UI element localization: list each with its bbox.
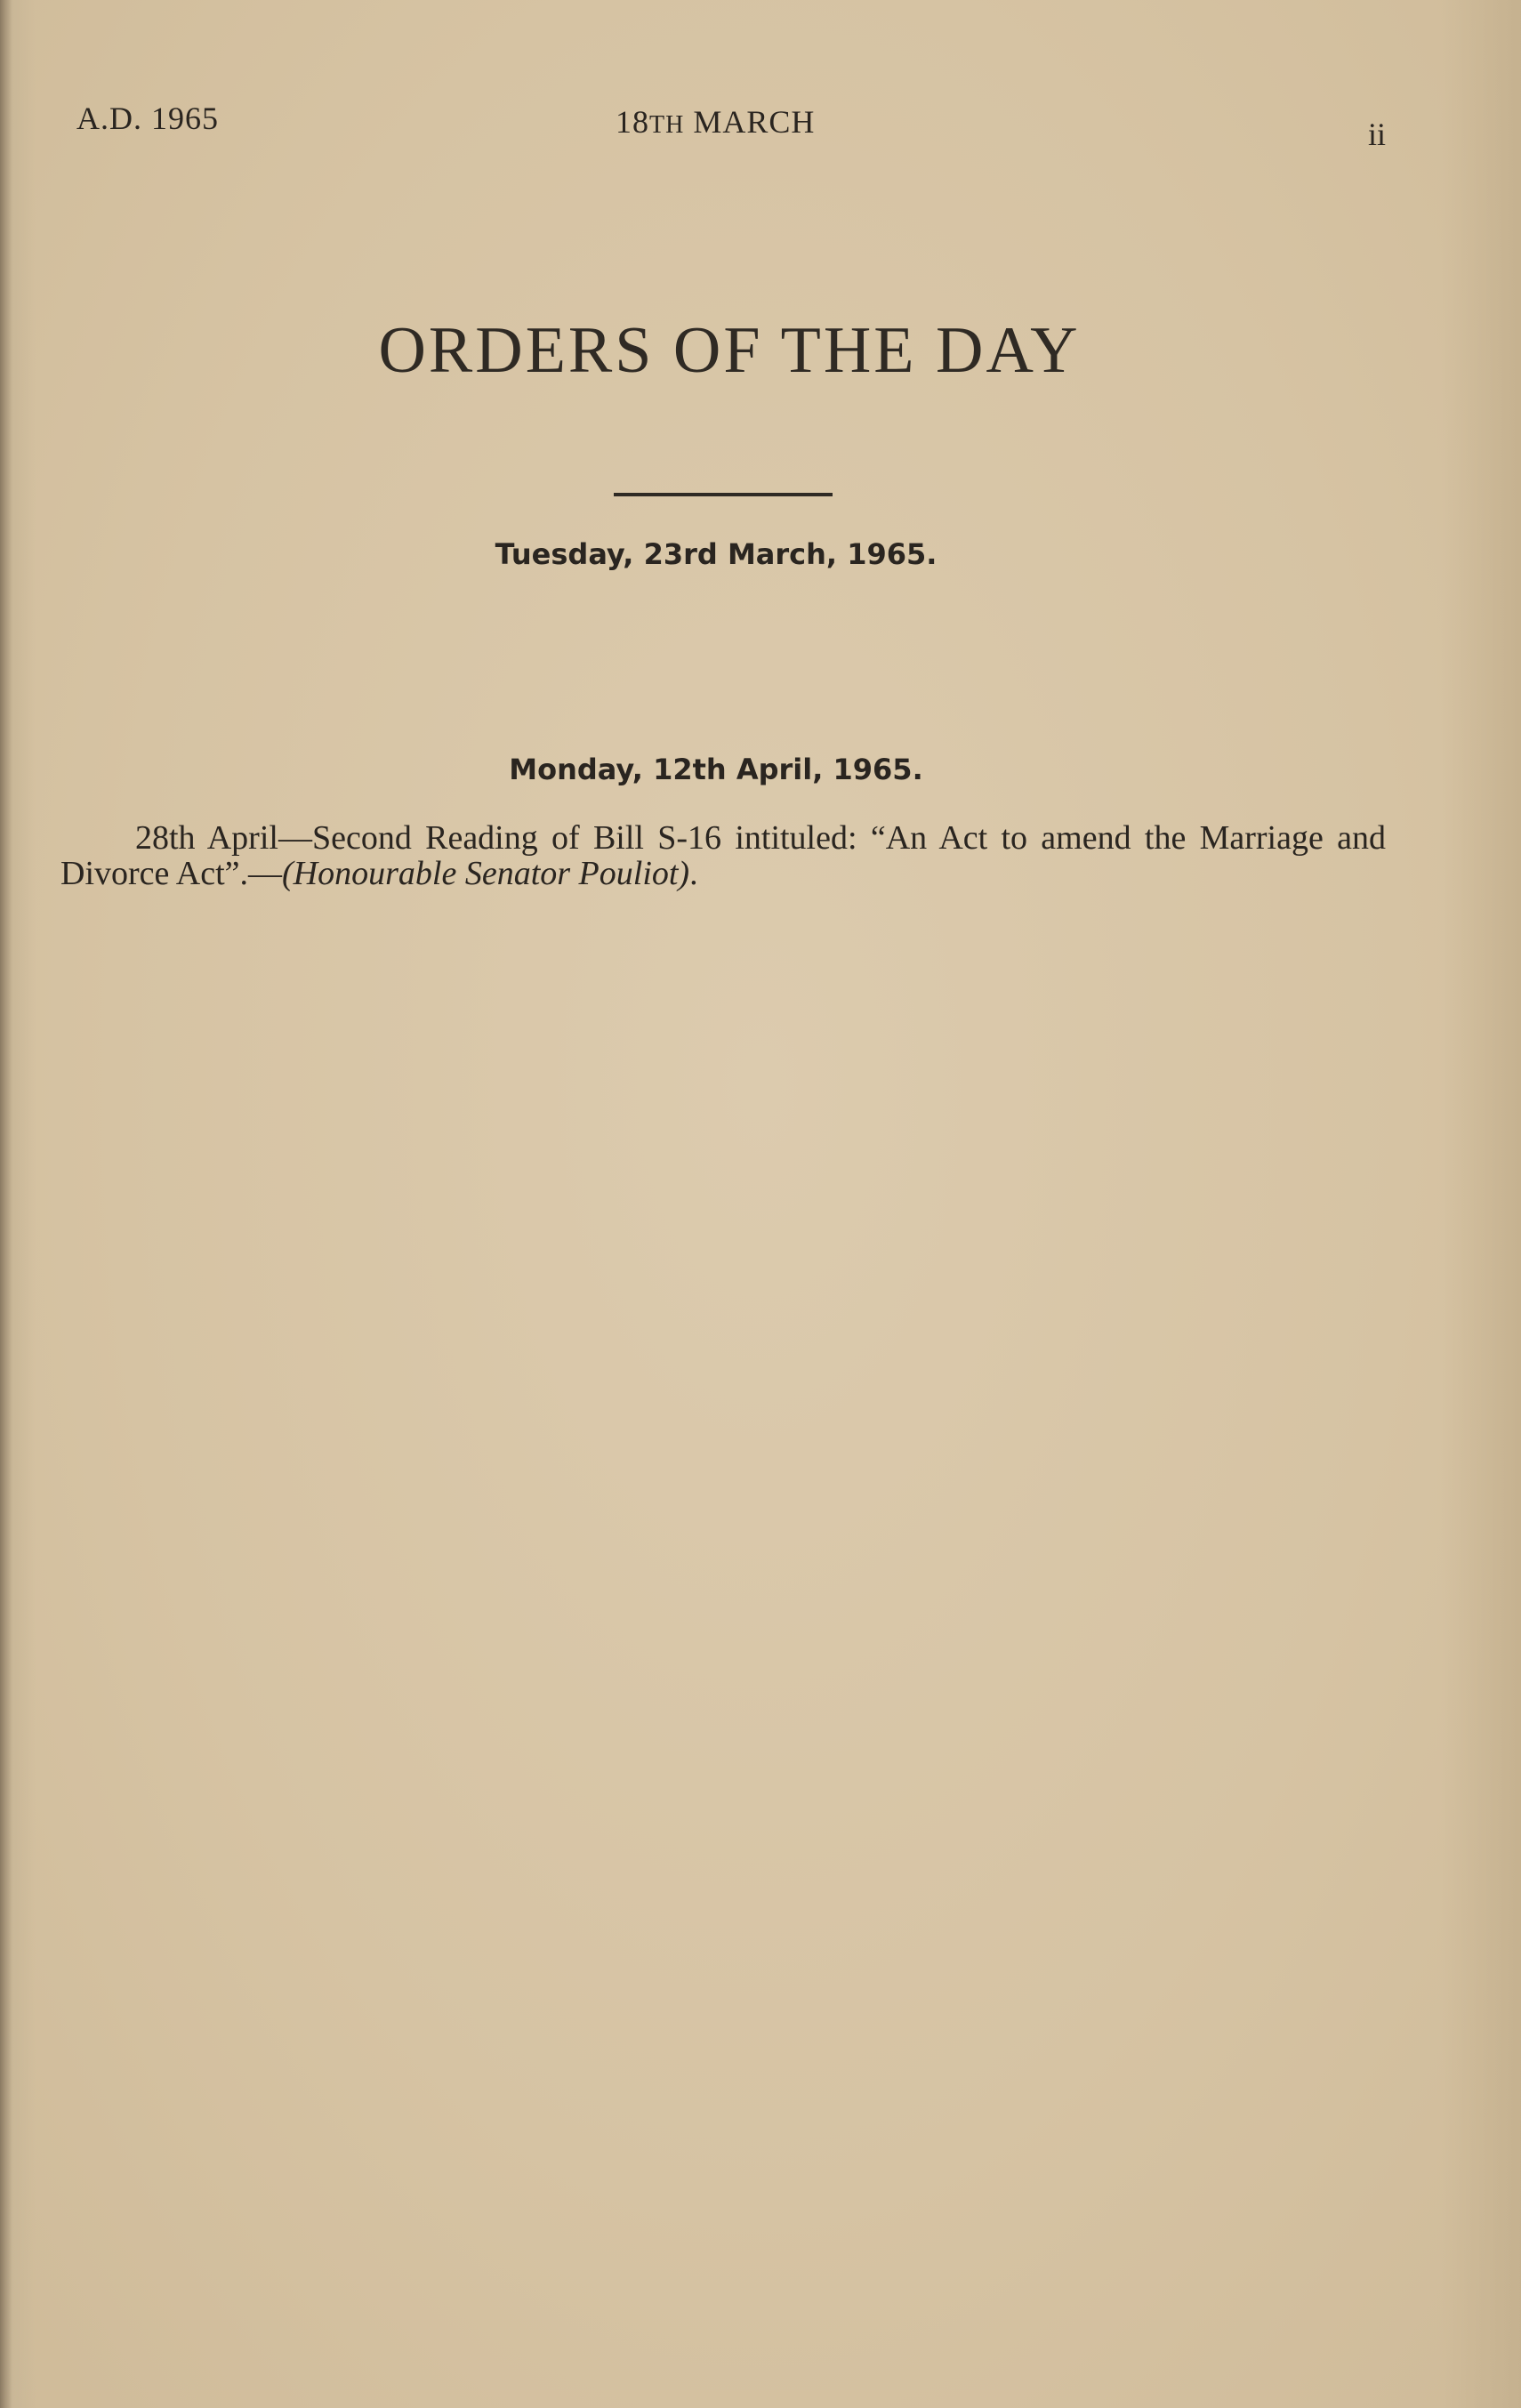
order-item xyxy=(60,820,1386,891)
running-head-ordinal-suffix: TH xyxy=(649,111,685,139)
section-date-tuesday: Tuesday, 23rd March, 1965. xyxy=(495,537,938,571)
page-title: ORDERS OF THE DAY xyxy=(378,314,1081,387)
title-divider xyxy=(614,493,833,496)
section-date-monday: Monday, 12th April, 1965. xyxy=(509,753,923,786)
order-item-end: . xyxy=(689,855,698,892)
running-head xyxy=(0,100,1521,153)
running-head-day: 18 xyxy=(616,104,649,140)
order-item-text: 28th April—Second Reading of Bill S-16 intituled: “An Act to amend the Marriage and Divorce Act”.— xyxy=(60,819,1386,892)
order-item-sponsor: (Honourable Senator Pouliot) xyxy=(282,855,690,892)
page-number: ii xyxy=(1368,117,1387,152)
running-head-month: MARCH xyxy=(693,104,816,140)
running-head-date xyxy=(616,103,815,141)
running-head-year: A.D. 1965 xyxy=(76,101,219,136)
